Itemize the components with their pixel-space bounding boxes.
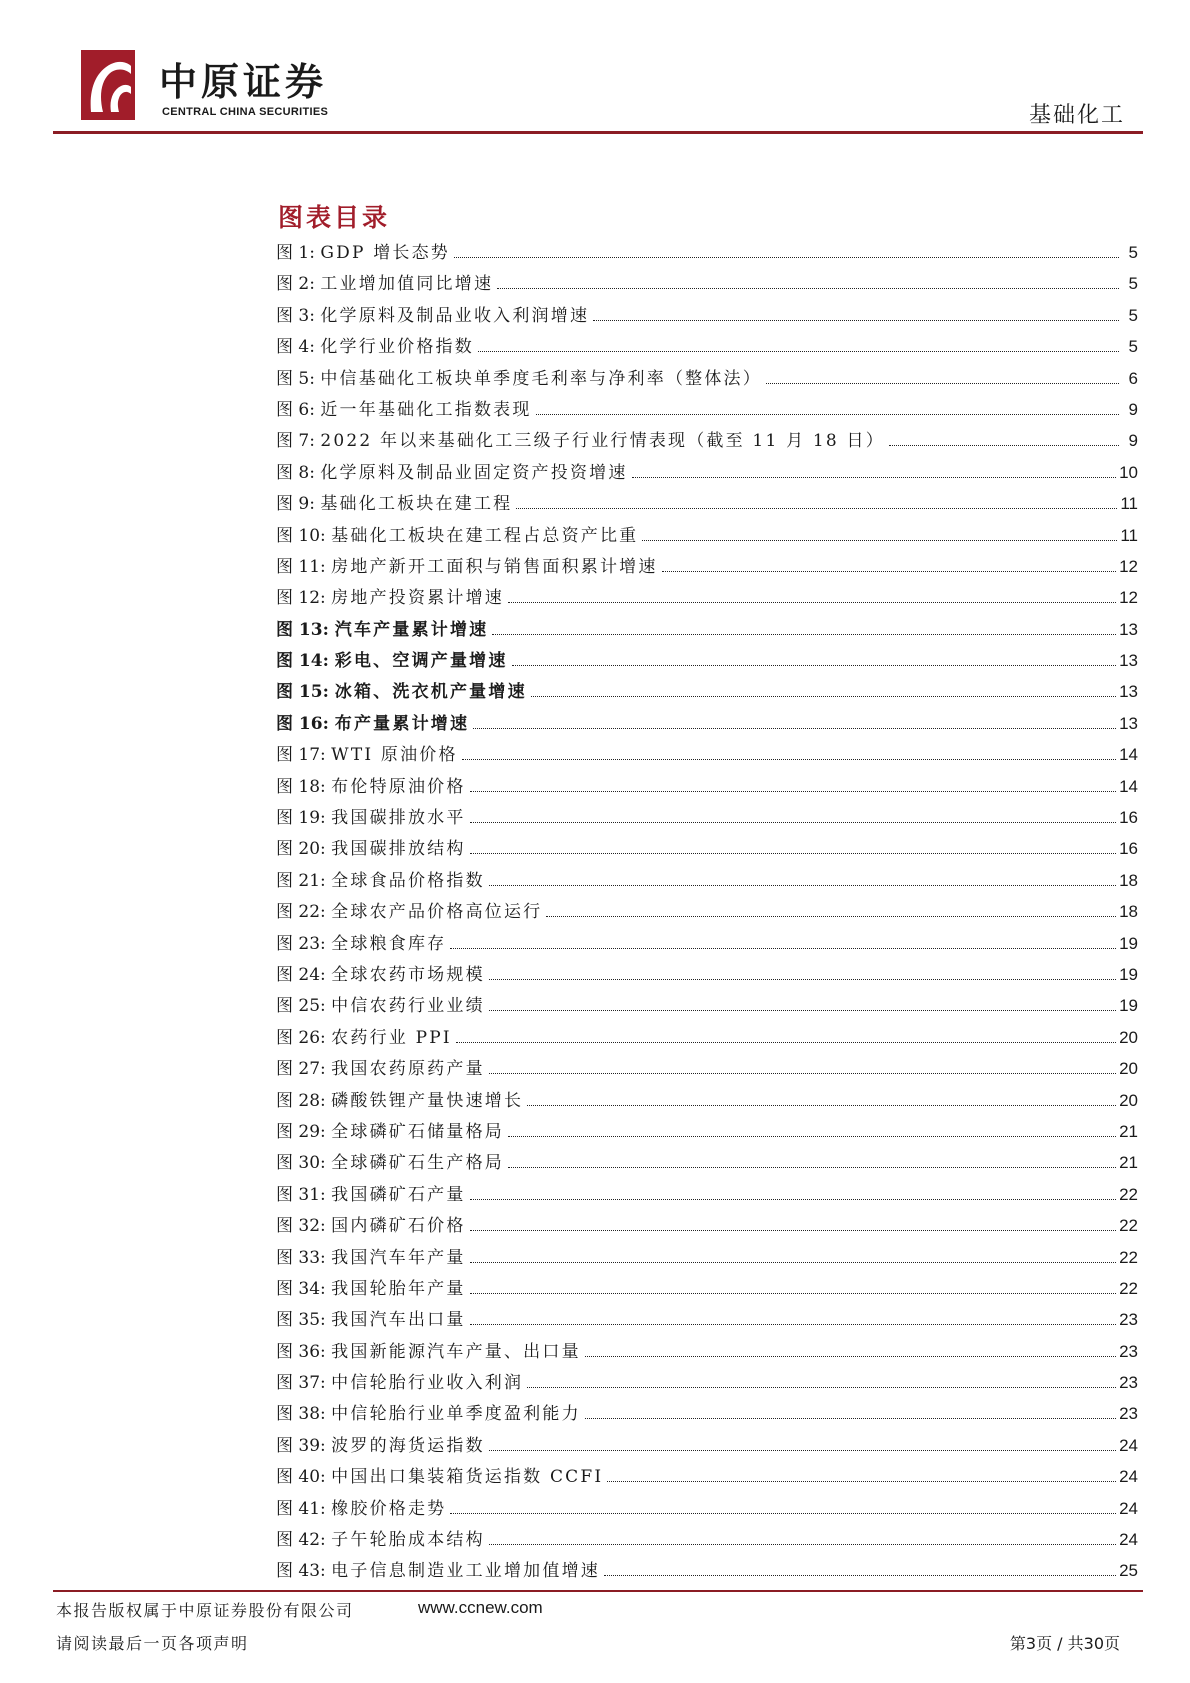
toc-leader-dots bbox=[478, 350, 1119, 352]
toc-entry-number: 图 42: bbox=[276, 1530, 326, 1551]
toc-leader-dots bbox=[492, 633, 1116, 635]
toc-entry-text: 中信基础化工板块单季度毛利率与净利率（整体法） bbox=[320, 368, 762, 389]
toc-entry-label[interactable] bbox=[276, 1086, 525, 1117]
toc-entry-page: 22 bbox=[1119, 1216, 1138, 1236]
toc-leader-dots bbox=[470, 1261, 1117, 1263]
toc-leader-dots bbox=[508, 601, 1116, 603]
toc-entry[interactable] bbox=[276, 833, 1138, 864]
toc-entry-label[interactable] bbox=[276, 1211, 468, 1242]
toc-entry-label[interactable] bbox=[276, 1274, 468, 1305]
toc-entry-text: 布产量累计增速 bbox=[334, 713, 470, 734]
toc-entry[interactable] bbox=[276, 1367, 1138, 1398]
toc-entry-text: 子午轮胎成本结构 bbox=[331, 1530, 485, 1551]
toc-leader-dots bbox=[456, 1041, 1116, 1043]
toc-entry-number: 图 17: bbox=[276, 745, 326, 766]
toc-leader-dots bbox=[604, 1574, 1116, 1576]
toc-entry-text: 全球磷矿石储量格局 bbox=[331, 1121, 504, 1142]
toc-entry[interactable] bbox=[276, 1085, 1138, 1116]
toc-entry-text: 国内磷矿石价格 bbox=[331, 1216, 466, 1237]
logo-icon bbox=[81, 50, 135, 120]
toc-entry-label[interactable] bbox=[276, 1368, 525, 1399]
toc-entry[interactable] bbox=[276, 771, 1138, 802]
toc-entry-page: 12 bbox=[1119, 556, 1138, 576]
toc-leader-dots bbox=[462, 758, 1116, 760]
toc-entry-label[interactable] bbox=[276, 238, 452, 269]
toc-entry-page: 13 bbox=[1119, 651, 1138, 671]
toc-entry-number: 图 30: bbox=[276, 1153, 326, 1174]
toc-leader-dots bbox=[516, 507, 1117, 509]
toc-entry-text: 彩电、空调产量增速 bbox=[334, 651, 508, 672]
toc-entry-number: 图 27: bbox=[276, 1059, 326, 1080]
toc-leader-dots bbox=[632, 476, 1117, 478]
toc-entry-number: 图 2: bbox=[276, 274, 315, 295]
toc-entry-page: 20 bbox=[1119, 1059, 1138, 1079]
toc-entry-text: 房地产投资累计增速 bbox=[331, 588, 504, 609]
toc-entry[interactable] bbox=[276, 457, 1138, 488]
toc-entry-text: 全球农产品价格高位运行 bbox=[331, 902, 543, 923]
toc-entry-number: 图 20: bbox=[276, 839, 326, 860]
toc-entry[interactable] bbox=[276, 1430, 1138, 1461]
toc-entry-text: 电子信息制造业工业增加值增速 bbox=[331, 1561, 600, 1582]
toc-entry-number: 图 1: bbox=[276, 243, 315, 263]
toc-leader-dots bbox=[497, 287, 1119, 289]
toc-leader-dots bbox=[470, 790, 1117, 792]
toc-entry-text: 布伦特原油价格 bbox=[331, 776, 466, 797]
toc-entry[interactable] bbox=[276, 959, 1138, 990]
toc-leader-dots bbox=[766, 382, 1119, 384]
toc-entry-number: 图 39: bbox=[276, 1435, 326, 1456]
toc-entry-text: 我国碳排放结构 bbox=[331, 839, 466, 860]
toc-entry-number: 图 5: bbox=[276, 368, 315, 389]
toc-entry-page: 12 bbox=[1119, 588, 1138, 608]
toc-entry-number: 图 6: bbox=[276, 399, 315, 420]
toc-entry-label[interactable] bbox=[276, 803, 468, 834]
toc-leader-dots bbox=[508, 1166, 1116, 1168]
toc-entry-text: 工业增加值同比增速 bbox=[320, 274, 494, 295]
toc-entry[interactable] bbox=[276, 1116, 1138, 1147]
toc-entry-number: 图 36: bbox=[276, 1341, 326, 1362]
toc-entry-label[interactable] bbox=[276, 552, 660, 583]
footer-url-link[interactable]: www.ccnew.com bbox=[418, 1598, 543, 1617]
toc-entry-page: 21 bbox=[1119, 1121, 1138, 1141]
toc-entry-label[interactable] bbox=[276, 332, 476, 363]
toc-entry-text: 近一年基础化工指数表现 bbox=[320, 399, 532, 420]
toc-list bbox=[276, 237, 1138, 1587]
toc-leader-dots bbox=[593, 319, 1119, 321]
toc-leader-dots bbox=[527, 1104, 1116, 1106]
toc-entry-text: GDP 增长态势 bbox=[320, 243, 451, 263]
toc-leader-dots bbox=[470, 1292, 1117, 1294]
toc-entry[interactable] bbox=[276, 1461, 1138, 1492]
footer-divider bbox=[53, 1590, 1143, 1592]
toc-entry-number: 图 37: bbox=[276, 1373, 326, 1394]
toc-entry-page: 24 bbox=[1119, 1467, 1138, 1487]
toc-entry-number: 图 33: bbox=[276, 1247, 326, 1268]
toc-entry-label[interactable] bbox=[276, 991, 487, 1022]
toc-entry-label[interactable] bbox=[276, 1305, 468, 1336]
toc-entry-label[interactable] bbox=[276, 1148, 506, 1179]
toc-entry[interactable] bbox=[276, 676, 1138, 707]
toc-entry-label[interactable] bbox=[276, 834, 468, 865]
toc-entry-page: 24 bbox=[1119, 1498, 1138, 1518]
toc-leader-dots bbox=[531, 695, 1116, 697]
toc-entry-label[interactable] bbox=[276, 1462, 605, 1493]
toc-entry-page: 11 bbox=[1120, 494, 1138, 514]
footer-disclaimer: 请阅读最后一页各项声明 bbox=[56, 1634, 249, 1653]
toc-entry-page: 18 bbox=[1119, 902, 1138, 922]
toc-entry-page: 16 bbox=[1119, 839, 1138, 859]
toc-entry[interactable] bbox=[276, 268, 1138, 299]
toc-entry-text: 我国农药原药产量 bbox=[331, 1059, 485, 1080]
toc-leader-dots bbox=[489, 1009, 1116, 1011]
section-title: 基础化工 bbox=[1028, 103, 1125, 128]
toc-entry-page: 25 bbox=[1119, 1561, 1138, 1581]
toc-entry-text: 中信轮胎行业单季度盈利能力 bbox=[331, 1404, 581, 1425]
toc-entry-label[interactable] bbox=[276, 1494, 448, 1525]
toc-entry-text: 波罗的海货运指数 bbox=[331, 1435, 485, 1456]
toc-entry-text: 橡胶价格走势 bbox=[331, 1498, 447, 1519]
toc-leader-dots bbox=[470, 1323, 1117, 1325]
toc-entry-text: 中信农药行业业绩 bbox=[331, 996, 485, 1017]
toc-leader-dots bbox=[642, 539, 1117, 541]
logo-text-cn: 中原证券 bbox=[159, 60, 328, 104]
toc-entry-label[interactable] bbox=[276, 426, 887, 457]
toc-entry-page: 21 bbox=[1119, 1153, 1138, 1173]
toc-entry[interactable] bbox=[276, 520, 1138, 551]
toc-entry-number: 图 15: bbox=[276, 682, 329, 703]
toc-leader-dots bbox=[450, 947, 1116, 949]
toc-entry-label[interactable] bbox=[276, 489, 514, 520]
toc-entry-page: 20 bbox=[1119, 1027, 1138, 1047]
toc-entry-text: 农药行业 PPI bbox=[331, 1027, 452, 1048]
toc-entry-page: 5 bbox=[1128, 243, 1138, 262]
toc-entry-label[interactable] bbox=[276, 646, 510, 677]
toc-title: 图表目录 bbox=[278, 203, 391, 232]
toc-entry[interactable] bbox=[276, 739, 1138, 770]
toc-entry-page: 23 bbox=[1119, 1404, 1138, 1424]
toc-entry-page: 23 bbox=[1119, 1310, 1138, 1330]
toc-leader-dots bbox=[470, 1229, 1117, 1231]
toc-leader-dots bbox=[454, 256, 1119, 258]
toc-entry-label[interactable] bbox=[276, 1556, 602, 1587]
toc-leader-dots bbox=[546, 915, 1116, 917]
toc-entry-label[interactable] bbox=[276, 269, 495, 300]
toc-entry-text: 全球食品价格指数 bbox=[331, 870, 485, 891]
toc-entry[interactable] bbox=[276, 363, 1138, 394]
toc-entry-label[interactable] bbox=[276, 395, 534, 426]
toc-entry[interactable] bbox=[276, 1304, 1138, 1335]
toc-entry-label[interactable] bbox=[276, 458, 630, 489]
toc-entry[interactable] bbox=[276, 708, 1138, 739]
toc-entry-page: 13 bbox=[1119, 713, 1138, 733]
toc-entry-label[interactable] bbox=[276, 929, 448, 960]
toc-leader-dots bbox=[889, 444, 1119, 446]
toc-entry-text: 我国碳排放水平 bbox=[331, 808, 466, 829]
toc-entry-text: 磷酸铁锂产量快速增长 bbox=[331, 1090, 524, 1111]
toc-leader-dots bbox=[489, 1543, 1116, 1545]
toc-entry-text: 全球粮食库存 bbox=[331, 933, 447, 954]
toc-entry-number: 图 32: bbox=[276, 1216, 326, 1237]
toc-entry-page: 24 bbox=[1119, 1435, 1138, 1455]
toc-entry-text: 中信轮胎行业收入利润 bbox=[331, 1373, 524, 1394]
toc-entry[interactable] bbox=[276, 488, 1138, 519]
toc-leader-dots bbox=[508, 1135, 1116, 1137]
toc-entry-text: 基础化工板块在建工程占总资产比重 bbox=[331, 525, 639, 546]
toc-entry-text: 我国磷矿石产量 bbox=[331, 1184, 466, 1205]
toc-entry-text: 2022 年以来基础化工三级子行业行情表现（截至 11 月 18 日） bbox=[320, 431, 885, 452]
toc-entry-text: 全球农药市场规模 bbox=[331, 964, 485, 985]
toc-entry-page: 14 bbox=[1119, 745, 1138, 765]
toc-entry-label[interactable] bbox=[276, 301, 591, 332]
toc-entry-text: 汽车产量累计增速 bbox=[334, 619, 489, 640]
toc-entry-text: 冰箱、洗衣机产量增速 bbox=[334, 682, 527, 703]
toc-entry[interactable] bbox=[276, 582, 1138, 613]
toc-leader-dots bbox=[473, 727, 1116, 729]
toc-entry-page: 13 bbox=[1119, 682, 1138, 702]
toc-entry-number: 图 12: bbox=[276, 588, 326, 609]
toc-entry-label[interactable] bbox=[276, 960, 487, 991]
toc-leader-dots bbox=[527, 1386, 1116, 1388]
toc-entry-number: 图 26: bbox=[276, 1027, 326, 1048]
toc-entry[interactable] bbox=[276, 1242, 1138, 1273]
toc-entry[interactable] bbox=[276, 896, 1138, 927]
toc-entry[interactable] bbox=[276, 1555, 1138, 1586]
toc-entry-text: WTI 原油价格 bbox=[331, 745, 458, 766]
toc-entry-label[interactable] bbox=[276, 709, 471, 740]
toc-entry-page: 23 bbox=[1119, 1341, 1138, 1361]
logo-text-en: CENTRAL CHINA SECURITIES bbox=[162, 106, 329, 118]
toc-entry-page: 19 bbox=[1119, 933, 1138, 953]
toc-entry-label[interactable] bbox=[276, 615, 490, 646]
toc-entry-page: 6 bbox=[1128, 368, 1138, 388]
toc-entry[interactable] bbox=[276, 645, 1138, 676]
toc-entry-page: 13 bbox=[1119, 619, 1138, 639]
toc-entry[interactable] bbox=[276, 1336, 1138, 1367]
toc-leader-dots bbox=[470, 852, 1117, 854]
toc-leader-dots bbox=[450, 1512, 1116, 1514]
toc-entry-label[interactable] bbox=[276, 740, 460, 771]
toc-entry-number: 图 3: bbox=[276, 305, 315, 326]
toc-leader-dots bbox=[489, 1072, 1116, 1074]
toc-entry-number: 图 11: bbox=[276, 556, 326, 577]
toc-entry-number: 图 28: bbox=[276, 1090, 326, 1111]
toc-entry-label[interactable] bbox=[276, 677, 529, 708]
toc-entry-number: 图 40: bbox=[276, 1467, 326, 1488]
toc-entry-number: 图 10: bbox=[276, 525, 326, 546]
toc-entry-label[interactable] bbox=[276, 521, 640, 552]
toc-entry-number: 图 34: bbox=[276, 1278, 326, 1299]
toc-entry-number: 图 22: bbox=[276, 902, 326, 923]
toc-entry-label[interactable] bbox=[276, 1337, 583, 1368]
toc-leader-dots bbox=[585, 1355, 1116, 1357]
toc-entry-label[interactable] bbox=[276, 1431, 487, 1462]
toc-leader-dots bbox=[662, 570, 1117, 572]
toc-entry-number: 图 16: bbox=[276, 713, 329, 734]
toc-leader-dots bbox=[607, 1480, 1116, 1482]
toc-entry-label[interactable] bbox=[276, 583, 506, 614]
toc-entry-label[interactable] bbox=[276, 866, 487, 897]
toc-entry[interactable] bbox=[276, 237, 1138, 268]
toc-entry-number: 图 31: bbox=[276, 1184, 326, 1205]
toc-entry-number: 图 18: bbox=[276, 776, 326, 797]
toc-entry[interactable] bbox=[276, 1210, 1138, 1241]
toc-entry-number: 图 8: bbox=[276, 462, 315, 483]
toc-entry-page: 22 bbox=[1119, 1247, 1138, 1267]
toc-entry-label[interactable] bbox=[276, 1054, 487, 1085]
toc-entry[interactable] bbox=[276, 1493, 1138, 1524]
toc-entry[interactable] bbox=[276, 1022, 1138, 1053]
toc-entry[interactable] bbox=[276, 300, 1138, 331]
toc-entry-page: 5 bbox=[1128, 305, 1138, 325]
toc-entry[interactable] bbox=[276, 1524, 1138, 1555]
toc-entry-number: 图 13: bbox=[276, 619, 329, 640]
toc-entry[interactable] bbox=[276, 928, 1138, 959]
toc-entry-label[interactable] bbox=[276, 1117, 506, 1148]
toc-entry-number: 图 24: bbox=[276, 964, 326, 985]
toc-entry-text: 化学原料及制品业固定资产投资增速 bbox=[320, 462, 628, 483]
toc-entry-number: 图 35: bbox=[276, 1310, 326, 1331]
toc-entry-page: 11 bbox=[1120, 525, 1138, 545]
toc-entry-number: 图 4: bbox=[276, 337, 315, 358]
toc-entry[interactable] bbox=[276, 1398, 1138, 1429]
toc-entry[interactable] bbox=[276, 331, 1138, 362]
toc-entry[interactable] bbox=[276, 1147, 1138, 1178]
toc-entry[interactable] bbox=[276, 551, 1138, 582]
toc-entry-label[interactable] bbox=[276, 1399, 583, 1430]
toc-entry-number: 图 14: bbox=[276, 651, 329, 672]
toc-entry[interactable] bbox=[276, 394, 1138, 425]
toc-entry-number: 图 19: bbox=[276, 808, 326, 829]
toc-entry[interactable] bbox=[276, 865, 1138, 896]
toc-entry-text: 中国出口集装箱货运指数 CCFI bbox=[331, 1467, 604, 1488]
toc-entry-page: 5 bbox=[1128, 274, 1138, 294]
toc-entry-page: 20 bbox=[1119, 1090, 1138, 1110]
toc-leader-dots bbox=[470, 1198, 1117, 1200]
toc-entry-page: 18 bbox=[1119, 870, 1138, 890]
toc-entry[interactable] bbox=[276, 614, 1138, 645]
toc-entry-label[interactable] bbox=[276, 1525, 487, 1556]
toc-entry-text: 我国轮胎年产量 bbox=[331, 1278, 466, 1299]
page-number: 第3页 / 共30页 bbox=[1009, 1634, 1120, 1653]
toc-entry-page: 5 bbox=[1128, 337, 1138, 357]
page-header bbox=[53, 42, 1143, 132]
toc-leader-dots bbox=[585, 1417, 1116, 1419]
toc-entry-label[interactable] bbox=[276, 1243, 468, 1274]
toc-entry-page: 23 bbox=[1119, 1373, 1138, 1393]
toc-entry-page: 22 bbox=[1119, 1278, 1138, 1298]
toc-entry-page: 19 bbox=[1119, 996, 1138, 1016]
toc-entry-number: 图 43: bbox=[276, 1561, 326, 1582]
toc-entry-page: 10 bbox=[1119, 462, 1138, 482]
toc-entry-number: 图 29: bbox=[276, 1121, 326, 1142]
toc-entry-page: 9 bbox=[1128, 431, 1138, 451]
toc-entry-number: 图 7: bbox=[276, 431, 315, 452]
toc-entry-label[interactable] bbox=[276, 1180, 468, 1211]
toc-entry-page: 19 bbox=[1119, 964, 1138, 984]
toc-entry[interactable] bbox=[276, 1273, 1138, 1304]
toc-entry-label[interactable] bbox=[276, 1023, 454, 1054]
toc-entry[interactable] bbox=[276, 1179, 1138, 1210]
toc-entry-page: 22 bbox=[1119, 1184, 1138, 1204]
toc-entry-number: 图 23: bbox=[276, 933, 326, 954]
toc-entry-label[interactable] bbox=[276, 897, 544, 928]
toc-leader-dots bbox=[489, 884, 1116, 886]
header-divider bbox=[53, 131, 1143, 134]
toc-entry-page: 9 bbox=[1128, 399, 1138, 419]
toc-entry[interactable] bbox=[276, 425, 1138, 456]
toc-entry-text: 化学行业价格指数 bbox=[320, 337, 474, 358]
toc-entry-number: 图 38: bbox=[276, 1404, 326, 1425]
toc-leader-dots bbox=[470, 821, 1117, 823]
toc-leader-dots bbox=[489, 978, 1116, 980]
toc-entry-number: 图 41: bbox=[276, 1498, 326, 1519]
toc-entry-page: 14 bbox=[1119, 776, 1138, 796]
toc-entry-number: 图 21: bbox=[276, 870, 326, 891]
toc-entry-page: 16 bbox=[1119, 808, 1138, 828]
toc-entry[interactable] bbox=[276, 990, 1138, 1021]
footer-copyright: 本报告版权属于中原证券股份有限公司 bbox=[56, 1601, 354, 1620]
toc-entry-page: 24 bbox=[1119, 1530, 1138, 1550]
toc-entry-text: 房地产新开工面积与销售面积累计增速 bbox=[331, 556, 658, 577]
toc-entry-label[interactable] bbox=[276, 364, 764, 395]
toc-entry-number: 图 9: bbox=[276, 494, 315, 515]
toc-entry-text: 我国新能源汽车产量、出口量 bbox=[331, 1341, 581, 1362]
toc-entry[interactable] bbox=[276, 1053, 1138, 1084]
toc-entry-text: 全球磷矿石生产格局 bbox=[331, 1153, 504, 1174]
toc-leader-dots bbox=[489, 1449, 1116, 1451]
toc-leader-dots bbox=[536, 413, 1119, 415]
toc-entry[interactable] bbox=[276, 802, 1138, 833]
toc-entry-text: 化学原料及制品业收入利润增速 bbox=[320, 305, 590, 326]
toc-entry-text: 我国汽车年产量 bbox=[331, 1247, 466, 1268]
toc-entry-label[interactable] bbox=[276, 772, 468, 803]
toc-entry-text: 基础化工板块在建工程 bbox=[320, 494, 513, 515]
toc-entry-text: 我国汽车出口量 bbox=[331, 1310, 466, 1331]
toc-leader-dots bbox=[512, 664, 1116, 666]
toc-entry-number: 图 25: bbox=[276, 996, 326, 1017]
